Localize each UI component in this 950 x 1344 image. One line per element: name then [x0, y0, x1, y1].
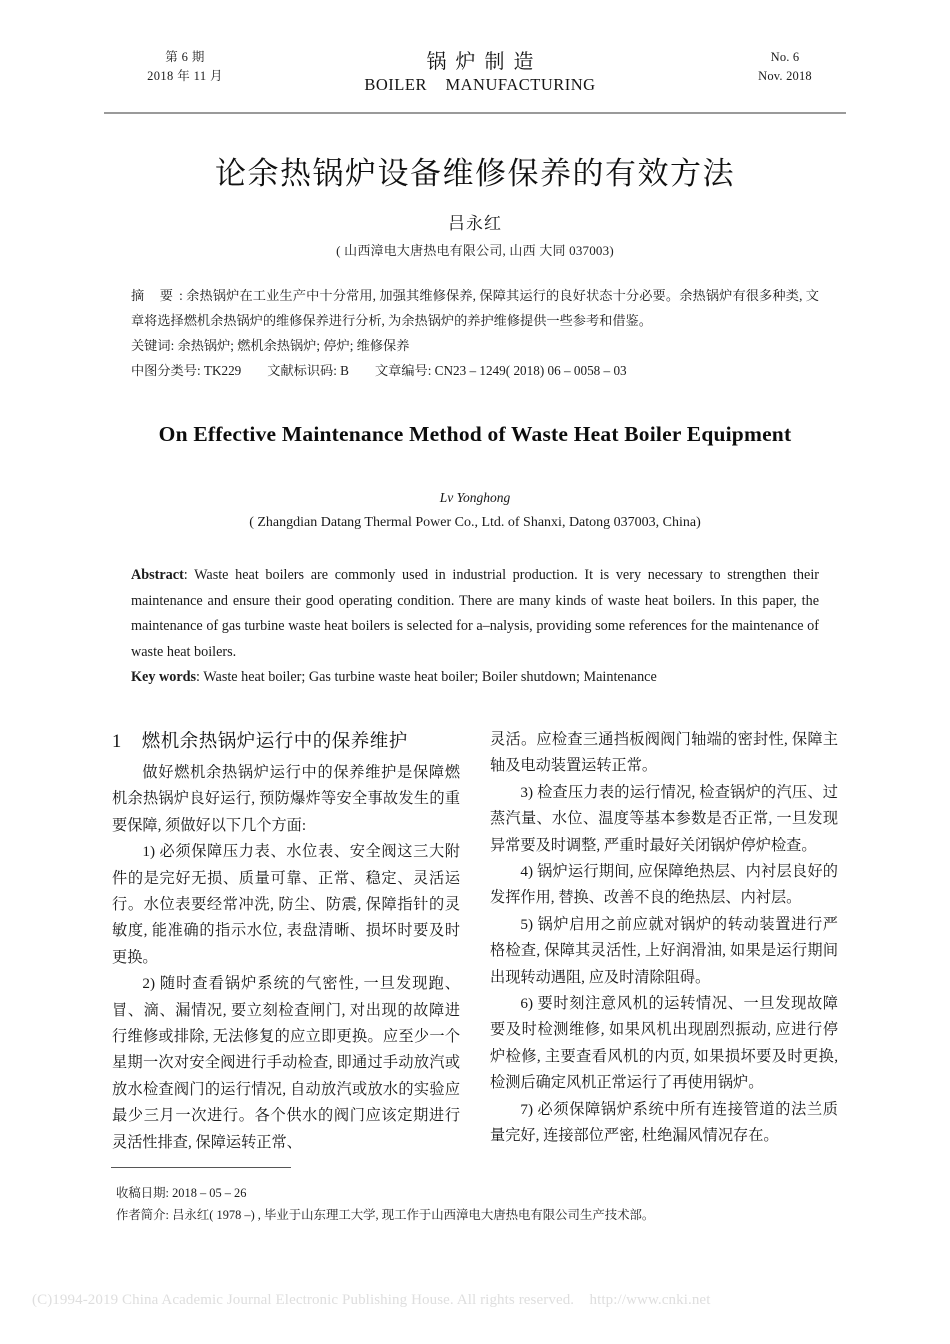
clc-label: 中图分类号 — [131, 363, 197, 378]
abstract-block-cn — [131, 283, 819, 383]
body-paragraph: 7) 必须保障锅炉系统中所有连接管道的法兰质量完好, 连接部位严密, 杜绝漏风情况存在。 — [490, 1100, 838, 1145]
masthead-left — [110, 48, 260, 87]
keywords-text-en: : Waste heat boiler; Gas turbine waste heat boiler; Boiler shutdown; Maintenance — [196, 669, 657, 685]
body-paragraph: 做好燃机余热锅炉运行中的保养维护是保障燃机余热锅炉良好运行, 预防爆炸等安全事故发生的重要保障, 须做好以下几个方面: — [112, 764, 460, 834]
footnote-divider-rule — [111, 1167, 291, 1168]
issue-number-en: No. 6 — [770, 50, 800, 64]
abstract-text-cn: : 余热锅炉在工业生产中十分常用, 加强其维修保养, 保障其运行的良好状态十分必要。余热锅炉有很多种类, 文章将选择燃机余热锅炉的维修保养进行分析, 为余热锅炉的养护维修提供一些参考和借鉴。 — [131, 288, 819, 328]
keywords-paragraph-cn — [131, 333, 819, 358]
abstract-block-en — [131, 563, 819, 691]
document-code-value: : B — [333, 363, 349, 378]
article-title-cn: 论余热锅炉设备维修保养的有效方法 — [215, 156, 735, 192]
article-id-label: 文章编号 — [374, 363, 428, 378]
issue-number-cn: 第 6 期 — [165, 50, 205, 64]
body-paragraph: 灵活。应检查三通挡板阀阀门轴端的密封性, 保障主轴及电动装置运转正常。 — [490, 731, 838, 775]
page-masthead — [110, 48, 840, 106]
abstract-text-en: : Waste heat boilers are commonly used in industrial production. It is very necessary to strengthen their maintenance and ensure their good operating condition. There are many kinds of waste heat boilers. In this paper, the maintenance of gas turbine waste heat boilers is selected for a–nalysis, providing some references for the maintenance of waste heat boilers. — [131, 567, 819, 660]
abstract-label-en: Abstract — [131, 567, 184, 583]
keywords-paragraph-en — [131, 665, 819, 691]
author-name-cn: 吕永红 — [448, 214, 502, 233]
cnki-copyright-bar: (C)1994-2019 China Academic Journal Electronic Publishing House. All rights reserved. http://www.cnki.net — [32, 1292, 711, 1308]
abstract-paragraph-en — [131, 563, 819, 665]
section-number: 1 — [112, 732, 122, 752]
publication-date-en: Nov. 2018 — [758, 69, 812, 84]
body-paragraph: 1) 必须保障压力表、水位表、安全阀这三大附件的是完好无损、质量可靠、正常、稳定、灵活运行。水位表要经常冲洗, 防尘、防震, 保障指针的灵敏度, 能准确的指示水位, 表盘清晰、损坏时要及时更换。 — [112, 843, 460, 966]
masthead-center — [340, 48, 620, 96]
article-id-value: : CN23 – 1249( 2018) 06 – 0058 – 03 — [427, 363, 627, 378]
body-paragraph: 3) 检查压力表的运行情况, 检查锅炉的汽压、过蒸汽量、水位、温度等基本参数是否正常, 一旦发现异常要及时调整, 严重时最好关闭锅炉停炉检查。 — [490, 783, 838, 854]
journal-title-cn: 锅炉制造 — [426, 49, 543, 73]
section-heading — [112, 727, 460, 757]
keywords-label-cn: 关键词 — [131, 338, 171, 353]
body-paragraph: 4) 锅炉运行期间, 应保障绝热层、内衬层良好的发挥作用, 替换、改善不良的绝热层、内衬层。 — [490, 863, 838, 907]
header-divider-rule — [104, 112, 846, 114]
keywords-text-cn: : 余热锅炉; 燃机余热锅炉; 停炉; 维修保养 — [170, 338, 410, 353]
clc-value: : TK229 — [196, 363, 242, 378]
body-column-right — [490, 727, 838, 1150]
document-code-label: 文献标识码 — [267, 363, 334, 378]
author-affiliation-en: ( Zhangdian Datang Thermal Power Co., Ltd. of Shanxi, Datong 037003, China) — [249, 515, 701, 530]
author-biography: 作者简介: 吕永红( 1978 –) , 毕业于山东理工大学, 现工作于山西漳电大唐热电有限公司生产技术部。 — [116, 1208, 655, 1222]
body-column-left — [112, 727, 460, 1156]
footnote-block — [116, 1182, 836, 1226]
classification-paragraph-cn — [131, 358, 819, 383]
article-title-en: On Effective Maintenance Method of Waste Heat Boiler Equipment — [158, 422, 792, 446]
body-paragraph: 6) 要时刻注意风机的运转情况、一旦发现故障要及时检测维修, 如果风机出现剧烈振动, 应进行停炉检修, 主要查看风机的内页, 如果损坏要及时更换, 检测后确定风机正常运行了再使用锅炉。 — [490, 995, 838, 1092]
abstract-paragraph-cn — [131, 283, 819, 333]
author-affiliation-cn: ( 山西漳电大唐热电有限公司, 山西 大同 037003) — [336, 243, 614, 258]
abstract-label-cn: 摘 要 — [131, 288, 180, 303]
received-date: 收稿日期: 2018 – 05 – 26 — [116, 1186, 247, 1200]
author-name-en: Lv Yonghong — [439, 490, 511, 505]
body-paragraph: 2) 随时查看锅炉系统的气密性, 一旦发现跑、冒、滴、漏情况, 要立刻检查闸门, 对出现的故障进行维修或排除, 无法修复的应立即更换。应至少一个星期一次对安全阀进行手动检查, 即通过手动放汽或放水检查阀门的运行情况, 自动放汽或放水的实验应最少三月一次进行。各个供水的阀门应该定期进行灵活性排查, 保障运转正常、 — [112, 975, 460, 1151]
masthead-right — [730, 48, 840, 87]
journal-title-en: BOILER MANUFACTURING — [364, 75, 596, 94]
section-title: 燃机余热锅炉运行中的保养维护 — [141, 732, 408, 752]
publication-date-cn: 2018 年 11 月 — [147, 69, 223, 84]
keywords-label-en: Key words — [131, 669, 197, 685]
body-paragraph: 5) 锅炉启用之前应就对锅炉的转动装置进行严格检查, 保障其灵活性, 上好润滑油, 如果是运行期间出现转动遇阻, 应及时清除阻碍。 — [490, 915, 838, 986]
